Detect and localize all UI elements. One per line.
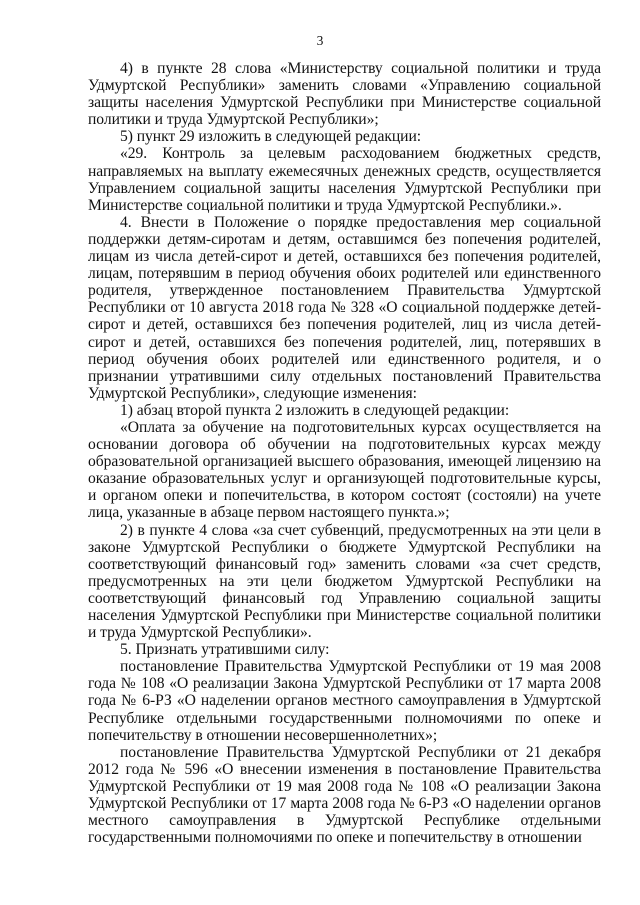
document-body [88,60,601,846]
paragraph-item-5-point-29: 5) пункт 29 изложить в следующей редакции: [120,128,422,146]
page-number: 3 [316,33,324,48]
paragraph-section-5: 5. Признать утратившими силу: [120,641,330,659]
paragraph-section-4: 4. Внести в Положение о порядке предоставления мер социальной поддержки детям-сиротам и детям, оставшимся без попечения родителей, лицам из числа детей-сирот и детей, оставшихся без попечения родителей, лицам, потерявшим в период обучения обоих родителей или единственного родителя, утвержденное постановлением Правительства Удмуртской Республики от 10 августа 2018 года № 328 «О социальной поддержке детей-сирот и детей, оставшихся без попечения родителей, лиц из числа детей-сирот и детей, оставшихся без попечения родителей, лиц, потерявших в период обучения обоих родителей или единственного родителя, и о признании утратившими силу отдельных постановлений Правительства Удмуртской Республики», следующие изменения: [88,213,601,402]
paragraph-repealed-decree-108: постановление Правительства Удмуртской Республики от 19 мая 2008 года № 108 «О реализации Закона Удмуртской Республики от 17 марта 2008 года № 6-РЗ «О наделении органов местного самоуправления в Удмуртской Республике отдельными государственными полномочиями по опеке и попечительству в отношении несовершеннолетних»; [88,658,601,744]
paragraph-item-4-point-28: 4) в пункте 28 слова «Министерству социальной политики и труда Удмуртской Республики» заменить словами «Управлению социальной защиты населения Удмуртской Республики при Министерстве социальной политики и труда Удмуртской Республики»; [88,60,601,129]
paragraph-amendment-2: 2) в пункте 4 слова «за счет субвенций, предусмотренных на эти цели в законе Удмуртской Республики о бюджете Удмуртской Республики на соответствующий финансовый год» заменить словами «за счет средств, предусмотренных на эти цели бюджетом Удмуртской Республики на соответствующий финансовый год Управлению социальной защиты населения Удмуртской Республики при Министерстве социальной политики и труда Удмуртской Республики». [88,521,601,642]
paragraph-amendment-1: 1) абзац второй пункта 2 изложить в следующей редакции: [120,401,510,419]
paragraph-repealed-decree-596: постановление Правительства Удмуртской Республики от 21 декабря 2012 года № 596 «О внесении изменения в постановление Правительства Удмуртской Республики от 19 мая 2008 года № 108 «О реализации Закона Удмуртской Республики от 17 марта 2008 года № 6-РЗ «О наделении органов местного самоуправления в Удмуртской Республике отдельными государственными полномочиями по опеке и попечительству в отношении [88,743,601,847]
paragraph-amendment-1-text: «Оплата за обучение на подготовительных курсах осуществляется на основании договора об обучении на подготовительных курсах между образовательной организацией высшего образования, имеющей лицензию на оказание образовательных услуг и организующей подготовительные курсы, и органом опеки и попечительства, в котором состоят (состояли) на учете лица, указанные в абзаце первом настоящего пункта.»; [88,418,601,522]
paragraph-point-29-text: «29. Контроль за целевым расходованием бюджетных средств, направляемых на выплату ежемесячных денежных средств, осуществляется Управлением социальной защиты населения Удмуртской Республики при Министерстве социальной политики и труда Удмуртской Республики.». [88,145,601,214]
